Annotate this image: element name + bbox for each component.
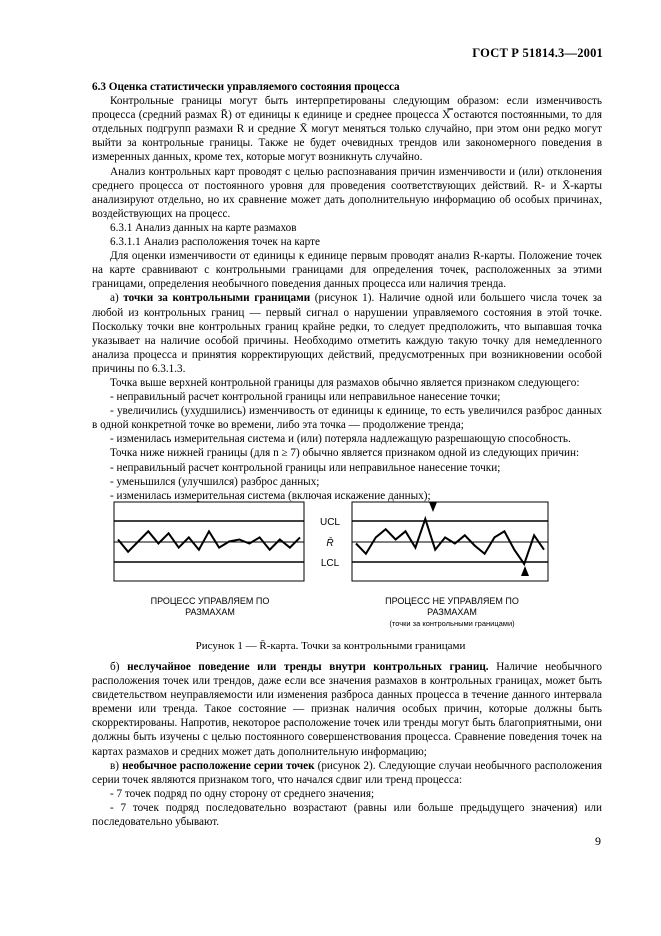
figure-caption: Рисунок 1 — R̄-карта. Точки за контрольными границами xyxy=(195,640,466,652)
paragraph-5: Точка ниже нижней границы (для n ≥ 7) обычно является признаком одной из следующих причин: xyxy=(110,447,580,460)
subheading-6-3-1: 6.3.1 Анализ данных на карте размахов xyxy=(110,221,297,234)
ucl-label: UCL xyxy=(319,517,341,528)
subheading-6-3-1-1: 6.3.1.1 Анализ расположения точек на карте xyxy=(110,236,320,249)
right-chart-title: ПРОЦЕСС НЕ УПРАВЛЯЕМ ПО РАЗМАХАМ (точки за контрольными границами) xyxy=(385,596,519,628)
paragraph-3: Для оценки изменчивости от единицы к единице первым проводят анализ R-карты. Положение точек на карте сравнивают с контрольными границами для определения точек, расположенных за этими границами, определения необычного поведения данных процесса или наличия тренда. xyxy=(92,250,602,291)
left-chart-title: ПРОЦЕСС УПРАВЛЯЕМ ПО РАЗМАХАМ xyxy=(150,596,270,617)
list1-item: - изменилась измерительная система и (или) потеряла надлежащую разрешающую способность. xyxy=(110,433,571,446)
right-chart-note: (точки за контрольными границами) xyxy=(389,619,515,628)
item-v: в) необычное расположение серии точек (рисунок 2). Следующие случаи необычного расположения серии точек являются признаком того, что начался сдвиг или тренд процесса: xyxy=(92,759,602,786)
list3-item: - 7 точек подряд последовательно возрастают (равны или больше предыдущего значения) или последовательно убывают. xyxy=(92,801,602,829)
item-a: а) точки за контрольными границами (рисунок 1). Наличие одной или большего числа точек за любой из контрольных границ — первый сигнал о нарушении управляемого состояния в этой точке. Поскольку точки вне контрольных границ крайне редки, то следует предположить, что выпавшая точка указывает на наличие особой причины. Необходимо отметить каждую такую точку для немедленного анализа процесса и принятия корректирующих действий, предусмотренных при возникновении особой причины по 6.3.1.3. xyxy=(92,292,602,375)
right-series-line xyxy=(356,519,544,564)
list3-item: - 7 точек подряд по одну сторону от среднего значения; xyxy=(110,787,375,800)
figure-1 xyxy=(110,499,560,629)
list1-item: - неправильный расчет контрольной границы или неправильное нанесение точки; xyxy=(110,391,501,404)
item-b: б) неслучайное поведение или тренды внутри контрольных границ. Наличие необычного расположения точек или трендов, даже если все значения размахов в контрольных границах, может быть свидетельством неуправляемости или изменения разброса данных процесса в течение данного интервала времени или тренда. Такое состояние — признак наличия особых причин, которые должны быть скорректированы. Напротив, некоторое расположение точек или тренды могут быть благоприятными, они должны быть изучены с целью постоянного совершенствования процесса. Сравнение поведения точек на картах размахов и средних может дать дополнительную информацию; xyxy=(92,661,602,758)
rbar-label: R̄ xyxy=(326,538,334,549)
list1-item: - увеличились (ухудшились) изменчивость от единицы к единице, то есть увеличился разброс данных в одной конкретной точке во времени, либо эта точка — продолжение тренда; xyxy=(92,405,602,432)
list2-item: - неправильный расчет контрольной границы или неправильное нанесение точки; xyxy=(110,461,501,474)
out-of-limits-marker-top xyxy=(429,502,437,512)
page-number: 9 xyxy=(595,834,601,848)
paragraph-2: Анализ контрольных карт проводят с целью распознавания причин изменчивости и (или) отклонения среднего процесса от постоянного уровня для проведения соответствующих действий. R- и X̄-карты анализируют отдельно, но их сравнение может дать дополнительную информацию об особых причинах, воздействующих на процесс. xyxy=(92,165,602,220)
section-heading: 6.3 Оценка статистически управляемого состояния процесса xyxy=(92,81,400,93)
paragraph-1: Контрольные границы могут быть интерпретированы следующим образом: если изменчивость процесса (средний размах R̄) от единицы к единице и среднее процесса X̿ остаются постоянными, то для отдельных подгрупп размахи R и средние X̄ могут меняться только случайно, при этом они редко могут выйти за контрольные границы. Также не будет очевидных трендов или закономерного поведения в измеренных данных, кроме тех, которые могут возникнуть случайно. xyxy=(92,95,602,164)
paragraph-4: Точка выше верхней контрольной границы для размахов обычно является признаком следующего: xyxy=(110,376,580,389)
body-text-bottom xyxy=(92,660,602,829)
list2-item: - уменьшился (улучшился) разброс данных; xyxy=(110,475,320,488)
list2-item: - изменилась измерительная система (включая искажение данных); xyxy=(110,489,431,502)
document-header: ГОСТ Р 51814.3—2001 xyxy=(472,46,603,60)
out-of-limits-marker-bottom xyxy=(521,566,529,576)
body-text-top xyxy=(92,80,602,503)
lcl-label: LCL xyxy=(320,558,340,569)
